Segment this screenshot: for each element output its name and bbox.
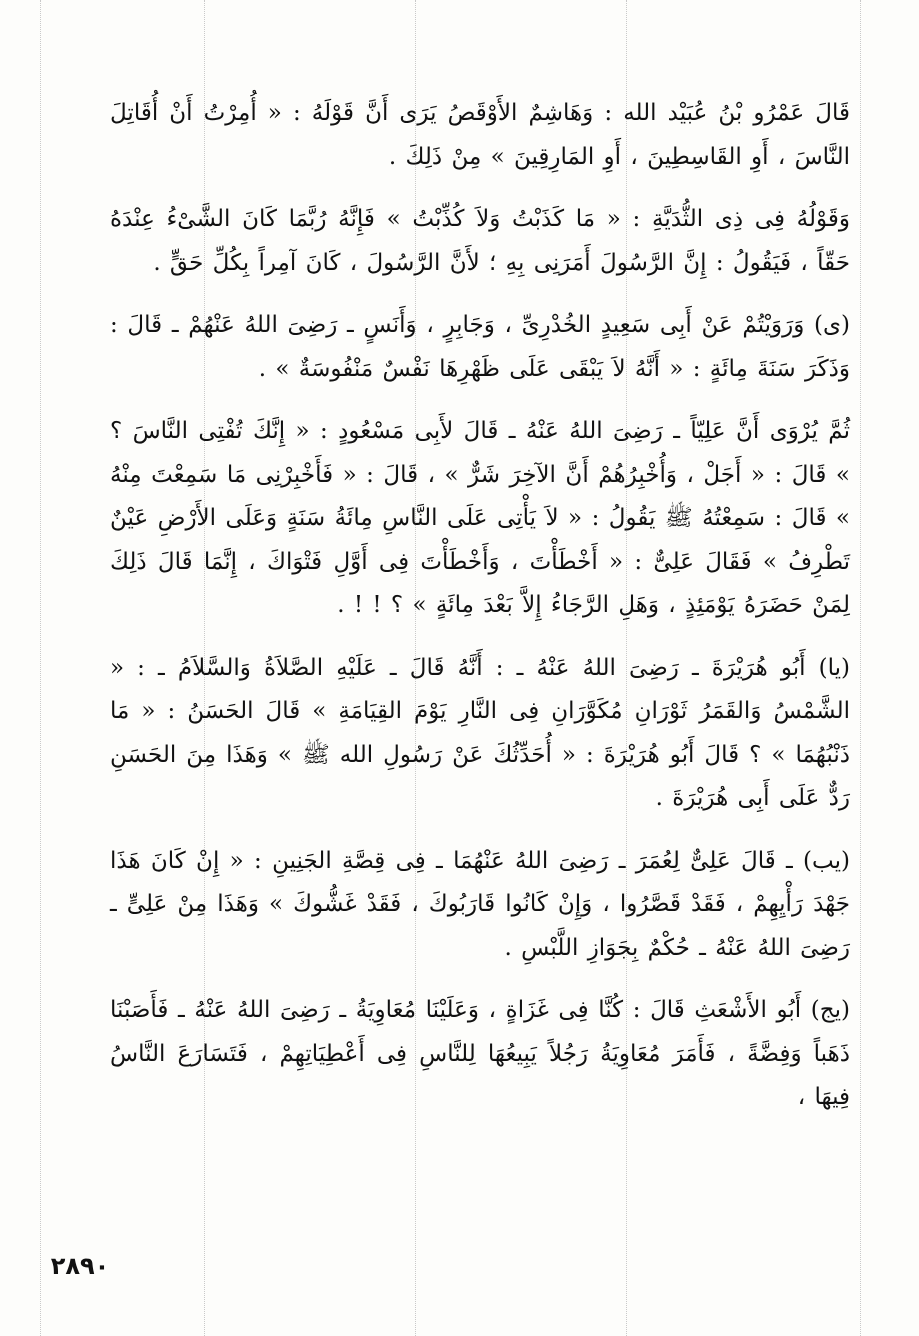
paragraph: وَقَوْلُهُ فِى ذِى الثُّدَيَّةِ : « مَا كَذَبْتُ وَلاَ كُذِّبْتُ » فَإِنَّهُ رُبَّمَا كَانَ الشَّىْءُ عِنْدَهُ حَقّاً ، فَيَقُولُ : إِنَّ الرَّسُولَ أَمَرَنِى بِهِ ؛ لأَنَّ الرَّسُولَ ، كَانَ آمِراً بِكُلِّ حَقٍّ . — [110, 206, 850, 276]
paragraph: (يا) أَبُو هُرَيْرَةَ ـ رَضِىَ اللهُ عَنْهُ ـ : أَنَّهُ قَالَ ـ عَلَيْهِ الصَّلاَةُ وَالسَّلاَمُ ـ : « الشَّمْسُ وَالقَمَرُ ثَوْرَانِ مُكَوَّرَانِ فِى النَّارِ يَوْمَ القِيَامَةِ » قَالَ الحَسَنُ : « مَا ذَنْبُهُمَا » ؟ قَالَ أَبُو هُرَيْرَةَ : « أُحَدِّثُكَ عَنْ رَسُولِ الله ﷺ » وَهَذَا مِنَ الحَسَنِ رَدٌّ عَلَى أَبِى هُرَيْرَةَ . — [110, 654, 850, 811]
margin-guide-line — [860, 0, 861, 1336]
paragraph: (يب) ـ قَالَ عَلِىٌّ لِعُمَرَ ـ رَضِىَ اللهُ عَنْهُمَا ـ فِى قِصَّةِ الجَنِينِ : « إِنْ كَانَ هَذَا جَهْدَ رَأْيِهِمْ ، فَقَدْ قَصَّرُوا ، وَإِنْ كَانُوا قَارَبُوكَ ، فَقَدْ غَشُّوكَ » وَهَذَا مِنْ عَلِىٍّ ـ رَضِىَ اللهُ عَنْهُ ـ حُكْمٌ بِجَوَازِ اللَّبْسِ . — [110, 847, 850, 961]
paragraph: (يج) أَبُو الأَشْعَثِ قَالَ : كُنَّا فِى غَزَاةٍ ، وَعَلَيْنَا مُعَاوِيَةُ ـ رَضِىَ اللهُ عَنْهُ ـ فَأَصَبْنَا ذَهَباً وَفِضَّةً ، فَأَمَرَ مُعَاوِيَةُ رَجُلاً يَبِيعُهَا لِلنَّاسِ فِى أَعْطِيَاتِهِمْ ، فَتَسَارَعَ النَّاسُ فِيهَا ، — [110, 997, 850, 1110]
page-number: ٢٨٩٠ — [50, 1252, 110, 1280]
paragraph: ثُمَّ يُرْوَى أَنَّ عَلِيّاً ـ رَضِىَ اللهُ عَنْهُ ـ قَالَ لأَبِى مَسْعُودٍ : « إِنَّكَ تُفْتِى النَّاسَ ؟ » قَالَ : « أَجَلْ ، وَأُخْبِرُهُمْ أَنَّ الآخِرَ شَرٌّ » ، قَالَ : « فَأَخْبِرْنِى مَا سَمِعْتَ مِنْهُ » قَالَ : سَمِعْتُهُ ﷺ يَقُولُ : « لاَ يَأْتِى عَلَى النَّاسِ مِائَةُ سَنَةٍ وَعَلَى الأَرْضِ عَيْنٌ تَطْرِفُ » فَقَالَ عَلِىٌّ : « أَخْطَأْتَ ، وَأَخْطَأْتَ فِى أَوَّلِ فَتْوَاكَ ، إِنَّمَا قَالَ ذَلِكَ لِمَنْ حَضَرَهُ يَوْمَئِذٍ ، وَهَلِ الرَّجَاءُ إِلاَّ بَعْدَ مِائَةٍ » ؟ ! ! . — [110, 418, 850, 618]
paragraph: قَالَ عَمْرُو بْنُ عُبَيْد الله : وَهَاشِمٌ الأَوْقَصُ يَرَى أَنَّ قَوْلَهُ : « أُمِرْتُ أَنْ أُقَاتِلَ النَّاسَ ، أَوِ القَاسِطِينَ ، أَوِ المَارِقِينَ » مِنْ ذَلِكَ . — [110, 100, 850, 170]
paragraph: (ى) وَرَوَيْتُمْ عَنْ أَبِى سَعِيدٍ الخُدْرِىِّ ، وَجَابِرٍ ، وَأَنَسٍ ـ رَضِىَ اللهُ عَنْهُمْ ـ قَالَ : وَذَكَرَ سَنَةَ مِائَةٍ : « أَنَّهُ لاَ يَبْقَى عَلَى ظَهْرِهَا نَفْسٌ مَنْفُوسَةٌ » . — [110, 312, 850, 382]
body-text — [110, 92, 850, 1139]
margin-guide-line — [40, 0, 41, 1336]
